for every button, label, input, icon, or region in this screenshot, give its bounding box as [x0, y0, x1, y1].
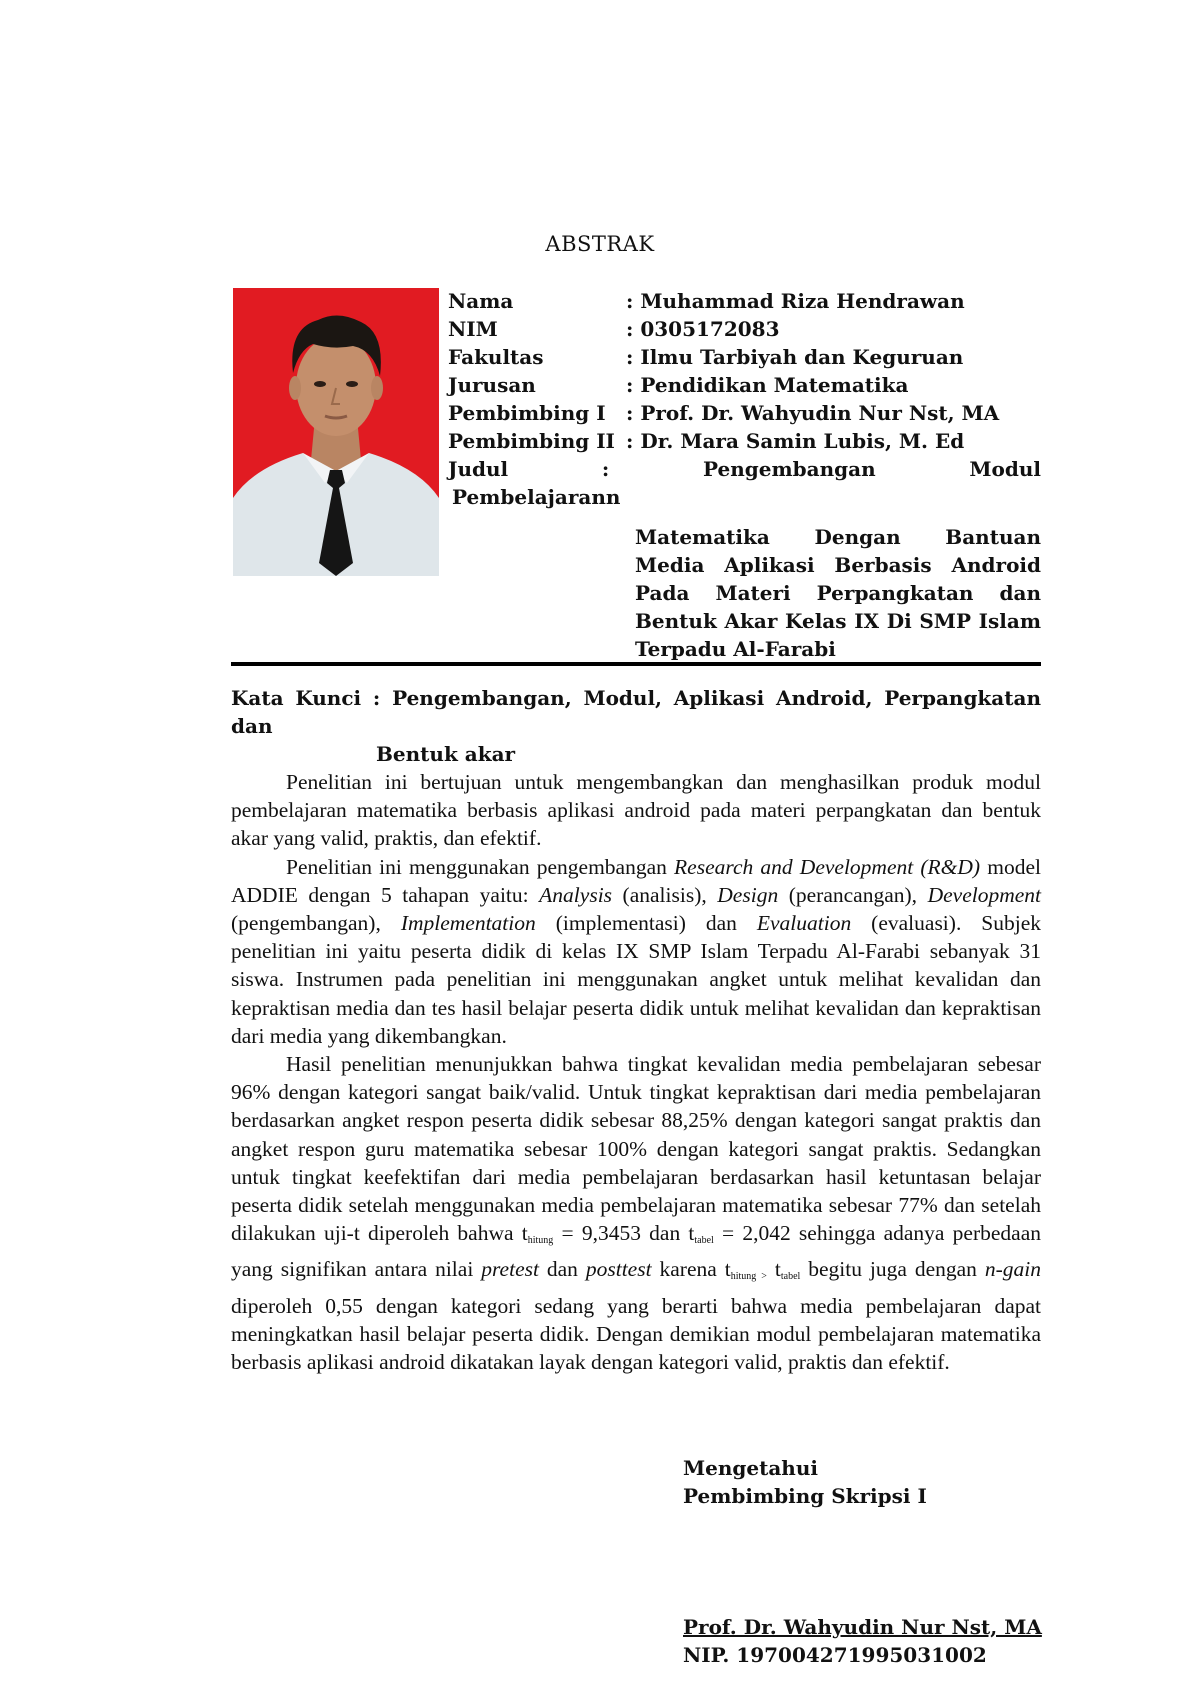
value-nim: : 0305172083	[626, 317, 780, 341]
divider-line	[231, 662, 1041, 666]
supervisor-nip: NIP. 197004271995031002	[683, 1643, 987, 1667]
judul-word-1: Pengembangan	[703, 457, 876, 481]
page-title: ABSTRAK	[545, 232, 655, 256]
label-nim: NIM	[448, 317, 498, 341]
signature-block	[683, 1613, 1042, 1669]
value-pembimbing1: : Prof. Dr. Wahyudin Nur Nst, MA	[626, 401, 1000, 425]
label-judul: Judul	[448, 457, 509, 481]
judul-colon: :	[601, 457, 610, 481]
sign-line-1: Mengetahui	[683, 1456, 818, 1480]
value-jurusan: : Pendidikan Matematika	[626, 373, 909, 397]
judul-text: Matematika Dengan Bantuan Media Aplikasi Berbasis Android Pada Materi Perpangkatan dan Bentuk Akar Kelas IX Di SMP Islam Terpadu Al-Farabi	[635, 525, 1041, 661]
value-fakultas: : Ilmu Tarbiyah dan Keguruan	[626, 345, 964, 369]
label-fakultas: Fakultas	[448, 345, 544, 369]
paragraph-1: Penelitian ini bertujuan untuk mengembangkan dan menghasilkan produk modul pembelajaran matematika berbasis aplikasi android pada materi perpangkatan dan bentuk akar yang valid, praktis, dan efektif.	[231, 770, 1041, 851]
signature-header	[683, 1454, 927, 1510]
paragraph-2: Penelitian ini menggunakan pengembangan Research and Development (R&D) model ADDIE dengan 5 tahapan yaitu: Analysis (analisis), Design (perancangan), Development (pengembangan), Implementation (implementasi) dan Evaluation (evaluasi). Subjek penelitian ini yaitu peserta didik di kelas IX SMP Islam Terpadu Al-Farabi sebanyak 31 siswa. Instrumen pada penelitian ini menggunakan angket untuk melihat kevalidan dan kepraktisan media dan tes hasil belajar peserta didik untuk melihat kevalidan dan kepraktisan dari media yang dikembangkan.	[231, 854, 1042, 1048]
row-pembimbing2	[448, 427, 1041, 455]
sign-line-2: Pembimbing Skripsi I	[683, 1484, 927, 1508]
row-nama	[448, 287, 1041, 315]
label-pembimbing1: Pembimbing I	[448, 401, 606, 425]
label-jurusan: Jurusan	[448, 373, 536, 397]
profile-info	[448, 287, 1041, 663]
row-judul	[448, 455, 1041, 483]
label-nama: Nama	[448, 289, 514, 313]
judul-word-3: Pembelajarann	[452, 485, 621, 509]
abstract-body	[231, 768, 1041, 1376]
keywords	[231, 684, 1041, 768]
row-nim	[448, 315, 1041, 343]
profile-photo	[233, 288, 439, 576]
value-nama: : Muhammad Riza Hendrawan	[626, 289, 965, 313]
value-pembimbing2: : Dr. Mara Samin Lubis, M. Ed	[626, 429, 965, 453]
row-pembimbing1	[448, 399, 1041, 427]
keywords-line-1: Kata Kunci : Pengembangan, Modul, Aplikasi Android, Perpangkatan dan	[231, 686, 1041, 738]
row-jurusan	[448, 371, 1041, 399]
supervisor-name: Prof. Dr. Wahyudin Nur Nst, MA	[683, 1615, 1042, 1639]
paragraph-3: Hasil penelitian menunjukkan bahwa tingkat kevalidan media pembelajaran sebesar 96% dengan kategori sangat baik/valid. Untuk tingkat kepraktisan dari media pembelajaran berdasarkan angket respon peserta didik sebesar 88,25% dengan kategori sangat praktis dan angket respon guru matematika sebesar 100% dengan kategori sangat praktis. Sedangkan untuk tingkat keefektifan dari media pembelajaran berdasarkan hasil ketuntasan belajar peserta didik setelah menggunakan media pembelajaran matematika sebesar 77% dan setelah dilakukan uji-t diperoleh bahwa $t_{hitung} = 9,3453$ dan $t_{tabel} = 2,042$ sehingga adanya perbedaan yang signifikan antara nilai pretest dan posttest karena $t_{hitung >}$ $t_{tabel}$ begitu juga dengan n-gain diperoleh 0,55 dengan kategori sedang yang berarti bahwa media pembelajaran dapat meningkatkan hasil belajar peserta didik. Dengan demikian modul pembelajaran matematika berbasis aplikasi android dikatakan layak dengan kategori valid, praktis dan efektif.	[231, 1052, 1041, 1375]
row-fakultas	[448, 343, 1041, 371]
keywords-line-2: Bentuk akar	[376, 742, 516, 766]
judul-word-2: Modul	[969, 457, 1041, 481]
label-pembimbing2: Pembimbing II	[448, 429, 615, 453]
person-portrait-icon	[233, 288, 439, 576]
